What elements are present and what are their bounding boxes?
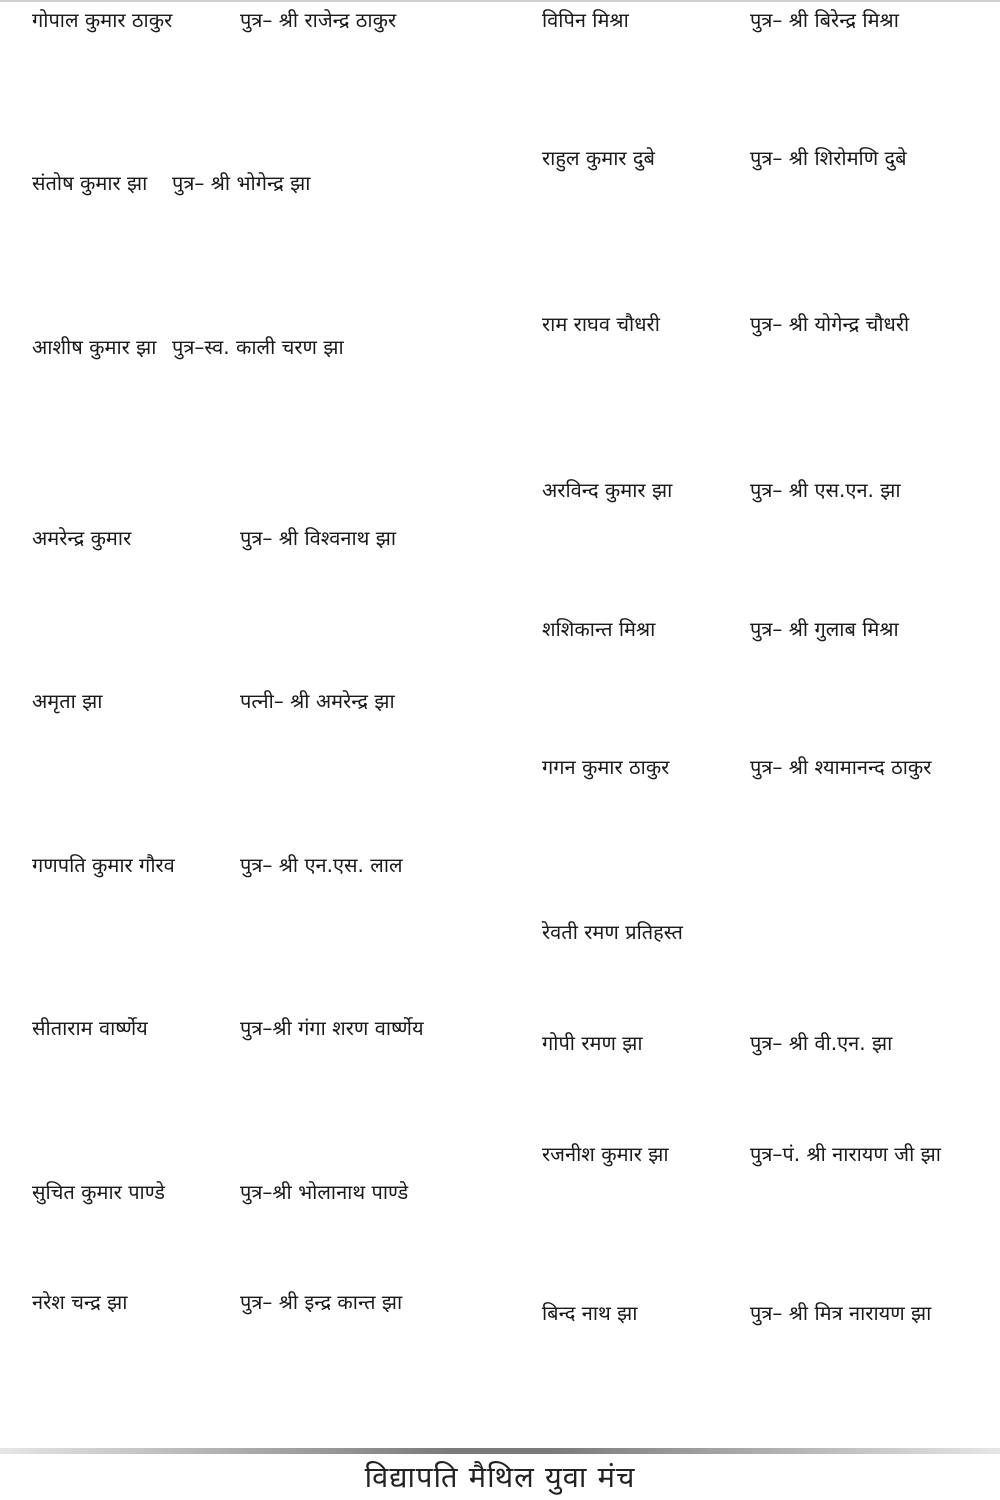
top-divider xyxy=(0,0,1000,2)
member-name: राहुल कुमार दुबे xyxy=(542,146,655,170)
member-name: संतोष कुमार झा xyxy=(32,171,148,195)
member-name: गोपाल कुमार ठाकुर xyxy=(32,8,173,32)
member-name: शशिकान्त मिश्रा xyxy=(542,617,656,641)
member-relation: पुत्र–पं. श्री नारायण जी झा xyxy=(750,1142,941,1166)
member-relation: पत्नी– श्री अमरेन्द्र झा xyxy=(240,689,395,713)
member-name: सुचित कुमार पाण्डे xyxy=(32,1180,165,1204)
member-name: अमरेन्द्र कुमार xyxy=(32,526,132,550)
member-name: राम राघव चौधरी xyxy=(542,312,660,336)
member-relation: पुत्र– श्री योगेन्द्र चौधरी xyxy=(750,312,910,336)
member-name: विपिन मिश्रा xyxy=(542,8,629,32)
member-name: रेवती रमण प्रतिहस्त xyxy=(542,920,683,944)
member-name: सीताराम वार्ष्णेय xyxy=(32,1016,148,1040)
member-relation: पुत्र– श्री शिरोमणि दुबे xyxy=(750,146,907,170)
member-name: गगन कुमार ठाकुर xyxy=(542,755,670,779)
member-relation: पुत्र– श्री मित्र नारायण झा xyxy=(750,1301,932,1325)
member-relation: पुत्र– श्री एन.एस. लाल xyxy=(240,853,403,877)
member-relation: पुत्र– श्री गुलाब मिश्रा xyxy=(750,617,899,641)
member-relation: पुत्र–श्री गंगा शरण वार्ष्णेय xyxy=(240,1016,424,1040)
member-name: आशीष कुमार झा xyxy=(32,335,157,359)
member-relation: पुत्र–श्री भोलानाथ पाण्डे xyxy=(240,1180,409,1204)
member-name: नरेश चन्द्र झा xyxy=(32,1290,128,1314)
member-name: बिन्द नाथ झा xyxy=(542,1301,638,1325)
member-relation: पुत्र– श्री श्यामानन्द ठाकुर xyxy=(750,755,932,779)
member-name: अमृता झा xyxy=(32,689,103,713)
member-name: गोपी रमण झा xyxy=(542,1031,643,1055)
member-relation: पुत्र– श्री भोगेन्द्र झा xyxy=(172,171,311,195)
member-relation: पुत्र– श्री इन्द्र कान्त झा xyxy=(240,1290,403,1314)
member-name: अरविन्द कुमार झा xyxy=(542,478,673,502)
member-relation: पुत्र– श्री एस.एन. झा xyxy=(750,478,901,502)
member-relation: पुत्र– श्री वी.एन. झा xyxy=(750,1031,893,1055)
member-relation: पुत्र– श्री विश्वनाथ झा xyxy=(240,526,397,550)
member-name: रजनीश कुमार झा xyxy=(542,1142,669,1166)
footer-divider xyxy=(0,1448,1000,1454)
member-relation: पुत्र–स्व. काली चरण झा xyxy=(172,335,344,359)
member-relation: पुत्र– श्री राजेन्द्र ठाकुर xyxy=(240,8,397,32)
member-relation: पुत्र– श्री बिरेन्द्र मिश्रा xyxy=(750,8,899,32)
footer-title: विद्यापति मैथिल युवा मंच xyxy=(364,1460,636,1494)
member-name: गणपति कुमार गौरव xyxy=(32,853,175,877)
